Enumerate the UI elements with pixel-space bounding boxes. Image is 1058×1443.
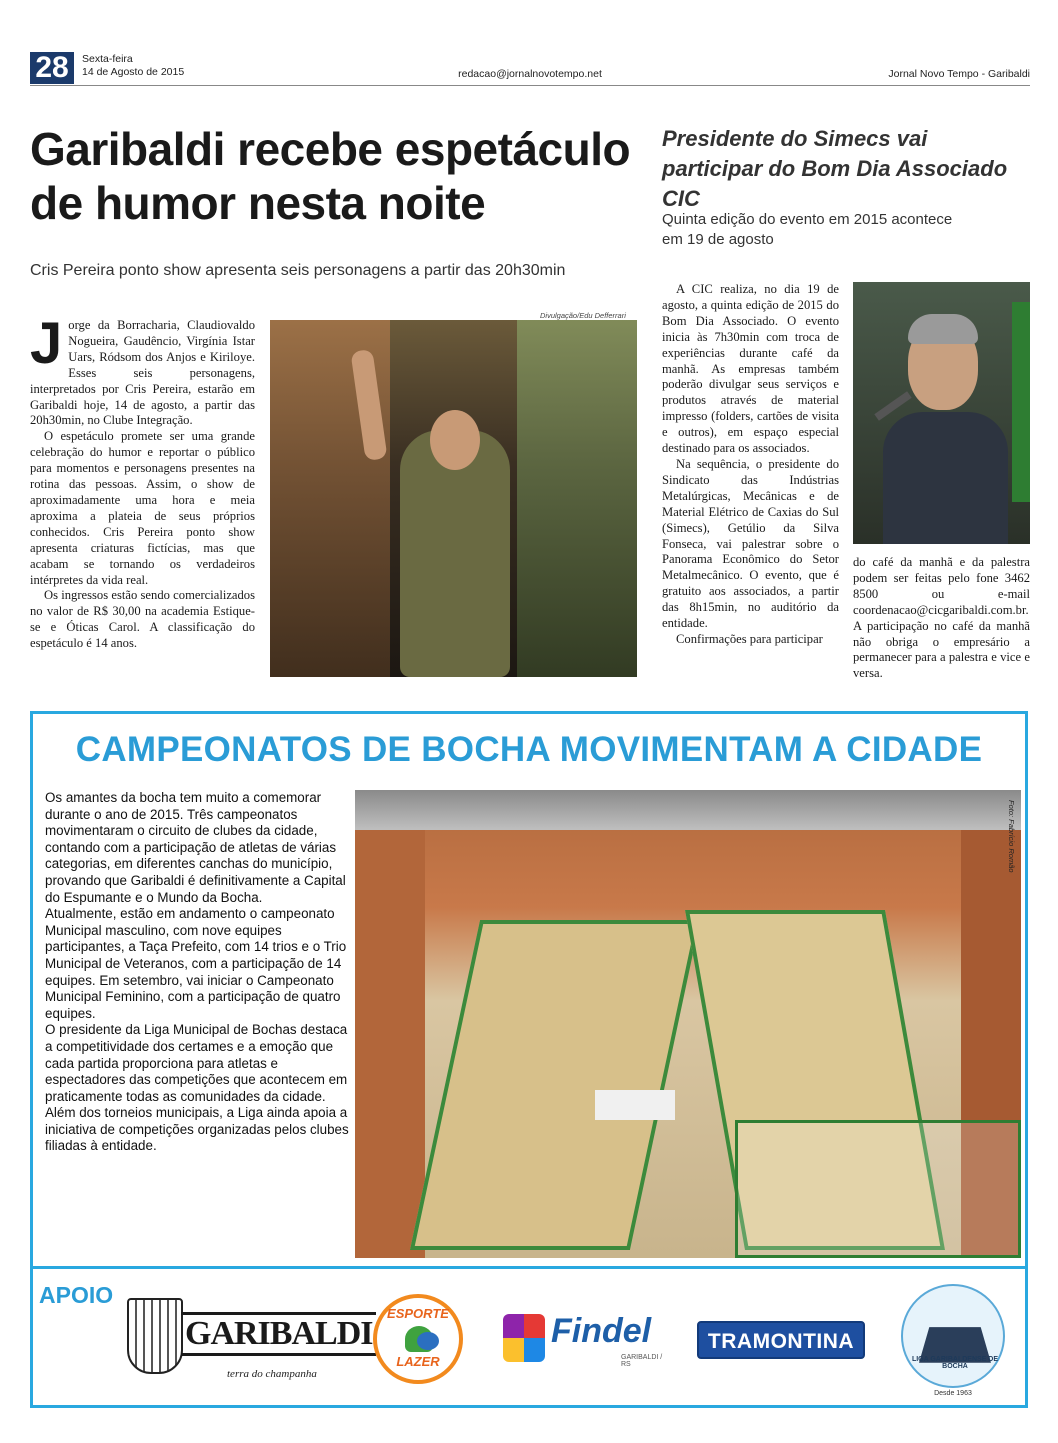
story1-paragraph [30, 311, 255, 429]
garibaldi-tagline: terra do champanha [227, 1368, 317, 1380]
story2-body-col2 [853, 555, 1030, 682]
story2-body-col1 [662, 282, 839, 648]
performer-head [430, 410, 480, 470]
page-number: 28 [30, 52, 74, 84]
weekday: Sexta-feira [82, 53, 133, 65]
ball-icon [417, 1332, 439, 1350]
brick-wall-left [355, 830, 425, 1258]
stage-backdrop-right [517, 320, 637, 677]
garibaldi-logo [127, 1292, 373, 1386]
dropcap: J [30, 311, 63, 376]
story2-p2: Na sequência, o presidente do Sindicato das Indústrias Metalúrgicas, Mecânicas e de Material Elétrico de Caxias do Sul (Simecs), Getúlio da Silva Fonseca, vai palestrar sobre o Panorama Econômico do Setor Metalmecânico. O evento, que é gratuito aos associados, a partir das 8h15min, no auditório da entidade. [662, 456, 839, 631]
comedian-photo [270, 320, 637, 677]
hall-roof [355, 790, 1021, 830]
garibaldi-wordmark: GARIBALDI [181, 1312, 376, 1356]
liga-name: LIGA GARIBALDENSE DE BOCHA [911, 1356, 999, 1370]
bocha-headline: CAMPEONATOS DE BOCHA MOVIMENTAM A CIDADE [75, 730, 983, 769]
bocha-p2: Atualmente, estão em andamento o campeonato Municipal masculino, com nove equipes participantes, a Taça Prefeito, com 14 trios e o Trio Municipal de Veteranos, com a participação de 14 equipes. Em setembro, vai iniciar o Campeonato Municipal Feminino, com a participação de quatro equipes. [45, 906, 347, 1021]
story2-p3: Confirmações para participar [676, 631, 823, 646]
bocha-body [45, 790, 351, 1155]
esporte-text: ESPORTE [387, 1306, 449, 1321]
castle-icon [127, 1298, 183, 1374]
flag [1012, 302, 1030, 502]
liga-bocha-logo [901, 1284, 1005, 1400]
lazer-text: LAZER [396, 1354, 440, 1369]
sponsor-divider [33, 1266, 1025, 1269]
findel-mark-icon [503, 1314, 545, 1362]
paper-name: Jornal Novo Tempo - Garibaldi [888, 68, 1030, 80]
bocha-hall-photo [355, 790, 1021, 1258]
bocha-feature-box [30, 711, 1028, 1408]
date: 14 de Agosto de 2015 [82, 66, 185, 78]
esporte-lazer-logo [373, 1294, 463, 1384]
story1-photo-credit: Divulgação/Edu Defferrari [540, 311, 626, 320]
liga-badge [901, 1284, 1005, 1388]
story1-body [30, 311, 255, 652]
bocha-lane-left [410, 920, 700, 1250]
story2-headline: Presidente do Simecs vai participar do Bom Dia Associado CIC [662, 126, 1008, 211]
bocha-photo-credit: Foto: Fabrício Romão [1007, 800, 1016, 873]
speaker-suit [883, 412, 1008, 544]
story1-p1: orge da Borracharia, Claudiovaldo Nogueira, Gaudêncio, Virgínia Istar Uars, Ródsom dos Anjos e Kiriloye. Esses seis personagens, interpretados por Cris Pereira, estarão em Garibaldi hoje, 14 de agosto, a partir das 20h30min, no Clube Integração. [30, 318, 255, 428]
story1-p3: Os ingressos estão sendo comercializados no valor de R$ 30,00 na academia Estique-se e Óticas Carol. A classificação do espetáculo é 14 anos. [30, 588, 255, 651]
findel-location: GARIBALDI / RS [621, 1354, 663, 1368]
story1-subtitle: Cris Pereira ponto show apresenta seis personagens a partir das 20h30min [30, 262, 566, 279]
liga-founded: Desde 1963 [934, 1390, 972, 1397]
findel-wordmark: Findel [551, 1312, 652, 1350]
tramontina-wordmark: TRAMONTINA [707, 1330, 855, 1353]
speaker-photo [853, 282, 1030, 544]
story2-p1: A CIC realiza, no dia 19 de agosto, a quinta edição de 2015 do Bom Dia Associado. O evento inicia às 7h30min com troca de experiências durante café da manhã. As empresas também poderão divulgar seus serviços e produtos através de material impresso (folders, cartões de visita e outros), em espaço especial destinado para os associados. [662, 282, 839, 456]
tramontina-logo [697, 1321, 865, 1359]
scoring-table [595, 1090, 675, 1120]
sponsors-label: APOIO [39, 1282, 114, 1308]
story2-p4: do café da manhã e da palestra podem ser feitas pelo fone 3462 8500 ou e-mail coordenacao@cicgaribaldi.com.br. A participação no café da manhã não obriga o empresário a permanecer para a palestra e vice e versa. [853, 555, 1030, 681]
bocha-p1: Os amantes da bocha tem muito a comemorar durante o ano de 2015. Três campeonatos movimentaram o circuito de clubes da cidade, contando com a participação de atletas de várias categorias, em diferentes canchas do município, provando que Garibaldi é definitivamente a Capital do Espumante e o Mundo da Bocha. [45, 790, 346, 905]
newsroom-email[interactable]: redacao@jornalnovotempo.net [458, 68, 602, 80]
story1-p2: O espetáculo promete ser uma grande celebração do humor e reportar o público para momentos e personagens presentes na rotina das pessoas. Assim, o show de aproximadamente uma hora e meia aproxima a plateia de seus próprios conhecidos. Cris Pereira ponto show apresenta criaturas fictícias, mas que acabam se tornando os verdadeiros intérpretes da vida real. [30, 429, 255, 587]
story2-subtitle: Quinta edição do evento em 2015 acontece em 19 de agosto [662, 211, 953, 248]
page-header [30, 52, 1030, 86]
speaker-hair [908, 314, 978, 344]
bocha-p3: O presidente da Liga Municipal de Bochas destaca a competitividade dos certames e a emoção que cada partida proporciona para atletas e espectadores das competições que acontecem em praticamente todas as comunidades da cidade. Além dos torneios municipais, a Liga ainda apoia a iniciativa de competições organizadas pelos clubes filiadas à entidade. [45, 1022, 349, 1154]
lane-fence [735, 1120, 1021, 1258]
findel-logo [503, 1312, 663, 1368]
story1-headline: Garibaldi recebe espetáculo de humor nesta noite [30, 123, 631, 229]
